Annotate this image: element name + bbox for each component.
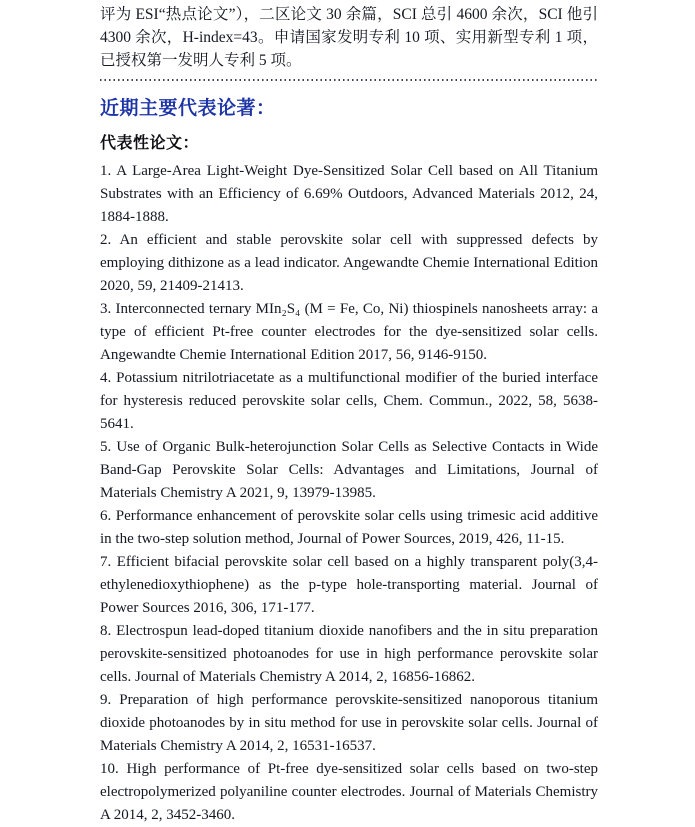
publication-item-5: 5. Use of Organic Bulk-heterojunction Solar Cells as Selective Contacts in Wide Band-Gap Perovskite Solar Cells: Advantages and Limitations, Journal of Materials Chemistry A 2021, 9, 13979-13985. — [100, 439, 598, 501]
dotted-separator — [100, 79, 598, 81]
publication-item-2: 2. An efficient and stable perovskite solar cell with suppressed defects by employing dithizone as a lead indicator. Angewandte Chemie International Edition 2020, 59, 21409-21413. — [100, 232, 598, 294]
publication-item-9: 9. Preparation of high performance perovskite-sensitized nanoporous titanium dioxide photoanodes by in situ method for use in perovskite solar cells. Journal of Materials Chemistry A 2014, 2, 16531-16537. — [100, 692, 598, 754]
subsection-heading-representative-papers: 代表性论文： — [100, 135, 200, 152]
publication-item-3: 3. Interconnected ternary MIn₂S₄ (M = Fe, Co, Ni) thiospinels nanosheets array: a type of efficient Pt-free counter electrodes for the dye-sensitized solar cells. Angewandte Chemie International Edition 2017, 56, 9146-9150. — [100, 301, 598, 363]
publication-item-1: 1. A Large-Area Light-Weight Dye-Sensitized Solar Cell based on All Titanium Substrates with an Efficiency of 6.69% Outdoors, Advanced Materials 2012, 24, 1884-1888. — [100, 163, 598, 225]
intro-paragraph: 评为 ESI“热点论文”），二区论文 30 余篇，SCI 总引 4600 余次，SCI 他引 4300 余次，H-index=43。申请国家发明专利 10 项、实用新型专利 1 项，已授权第一发明人专利 5 项。 — [100, 6, 598, 69]
publication-item-6: 6. Performance enhancement of perovskite solar cells using trimesic acid additive in the two-step solution method, Journal of Power Sources, 2019, 426, 11-15. — [100, 508, 598, 547]
publications-list — [100, 160, 598, 827]
publication-item-10: 10. High performance of Pt-free dye-sensitized solar cells based on two-step electropolymerized polyaniline counter electrodes. Journal of Materials Chemistry A 2014, 2, 3452-3460. — [100, 761, 598, 823]
section-heading-recent-publications: 近期主要代表论著： — [100, 98, 276, 119]
publication-item-7: 7. Efficient bifacial perovskite solar cell based on a highly transparent poly(3,4-ethylenedioxythiophene) as the p-type hole-transporting material. Journal of Power Sources 2016, 306, 171-177. — [100, 554, 598, 616]
publication-item-8: 8. Electrospun lead-doped titanium dioxide nanofibers and the in situ preparation perovskite-sensitized photoanodes for use in high performance perovskite solar cells. Journal of Materials Chemistry A 2014, 2, 16856-16862. — [100, 623, 598, 685]
publication-item-4: 4. Potassium nitrilotriacetate as a multifunctional modifier of the buried interface for hysteresis reduced perovskite solar cells, Chem. Commun., 2022, 58, 5638-5641. — [100, 370, 598, 432]
